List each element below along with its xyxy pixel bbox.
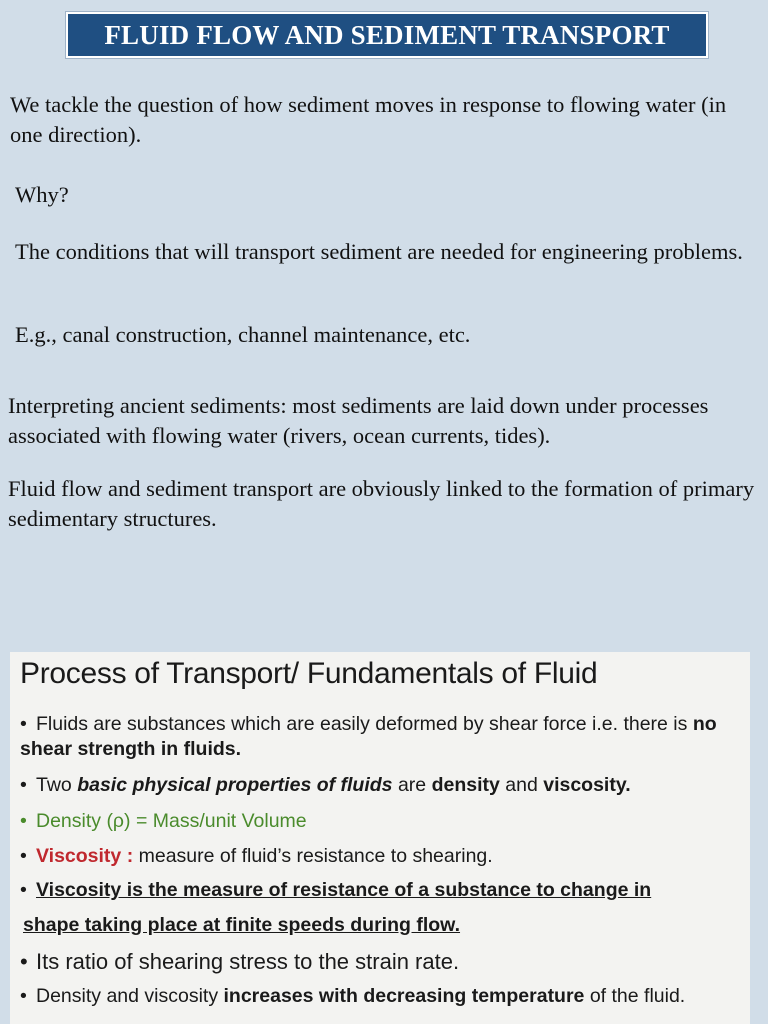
bullet-shear-strength [20, 712, 748, 762]
embedded-slide [10, 652, 750, 1024]
bullet-marker: • [20, 713, 27, 735]
bullet-viscosity-measure-continued [23, 913, 750, 938]
slide-heading: Process of Transport/ Fundamentals of Fluid [20, 657, 598, 690]
bullet-text: Density and viscosity [36, 985, 224, 1007]
bullet-marker: • [20, 879, 27, 901]
bullet-text: Its ratio of shearing stress to the strain rate. [36, 949, 460, 974]
page-title: FLUID FLOW AND SEDIMENT TRANSPORT [104, 19, 670, 50]
bullet-temperature [20, 984, 748, 1009]
bullet-marker: • [20, 949, 28, 974]
bullet-ratio [20, 948, 748, 976]
bullet-text: Two [36, 774, 78, 796]
bullet-text: are [392, 774, 432, 796]
bullet-text: measure of fluid’s resistance to shearing. [133, 845, 493, 867]
viscosity-measure-line-1: Viscosity is the measure of resistance of a substance to change in [36, 879, 652, 901]
title-banner [66, 12, 708, 58]
bullet-marker: • [20, 810, 27, 832]
bullet-bold-text: no shear strength in fluids. [20, 713, 717, 760]
bullet-text: Fluids are substances which are easily deformed by shear force i.e. there is [36, 713, 693, 735]
bullet-viscosity-definition [20, 844, 748, 869]
intro-paragraph-1: We tackle the question of how sediment moves in response to flowing water (in one direction). [10, 92, 727, 147]
intro-paragraph-conditions: The conditions that will transport sediment are needed for engineering problems. [15, 239, 743, 264]
bullet-density-formula [20, 809, 748, 834]
viscosity-measure-line-2: shape taking place at finite speeds during flow. [23, 914, 461, 936]
bullet-text: of the fluid. [584, 985, 686, 1007]
bullet-marker: • [20, 774, 27, 796]
bullet-bold-text: increases with decreasing temperature [223, 985, 585, 1007]
intro-question: Why? [15, 182, 69, 207]
density-formula-text: Density (ρ) = Mass/unit Volume [36, 810, 307, 832]
intro-paragraph-structures: Fluid flow and sediment transport are obviously linked to the formation of primary sedimentary structures. [8, 476, 755, 531]
bullet-physical-properties [20, 773, 748, 798]
bullet-bold-italic-text: basic physical properties of fluids [77, 774, 393, 796]
bullet-marker: • [20, 845, 27, 867]
bullet-text: and [499, 774, 544, 796]
intro-paragraph-ancient: Interpreting ancient sediments: most sediments are laid down under processes associated with flowing water (rivers, ocean currents, tides). [8, 393, 709, 448]
viscosity-term: Viscosity : [36, 845, 134, 867]
bullet-bold-density: density [431, 774, 500, 796]
intro-paragraph-examples: E.g., canal construction, channel maintenance, etc. [15, 322, 471, 347]
bullet-viscosity-measure [20, 878, 748, 903]
bullet-bold-viscosity: viscosity. [543, 774, 631, 796]
bullet-marker: • [20, 985, 27, 1007]
